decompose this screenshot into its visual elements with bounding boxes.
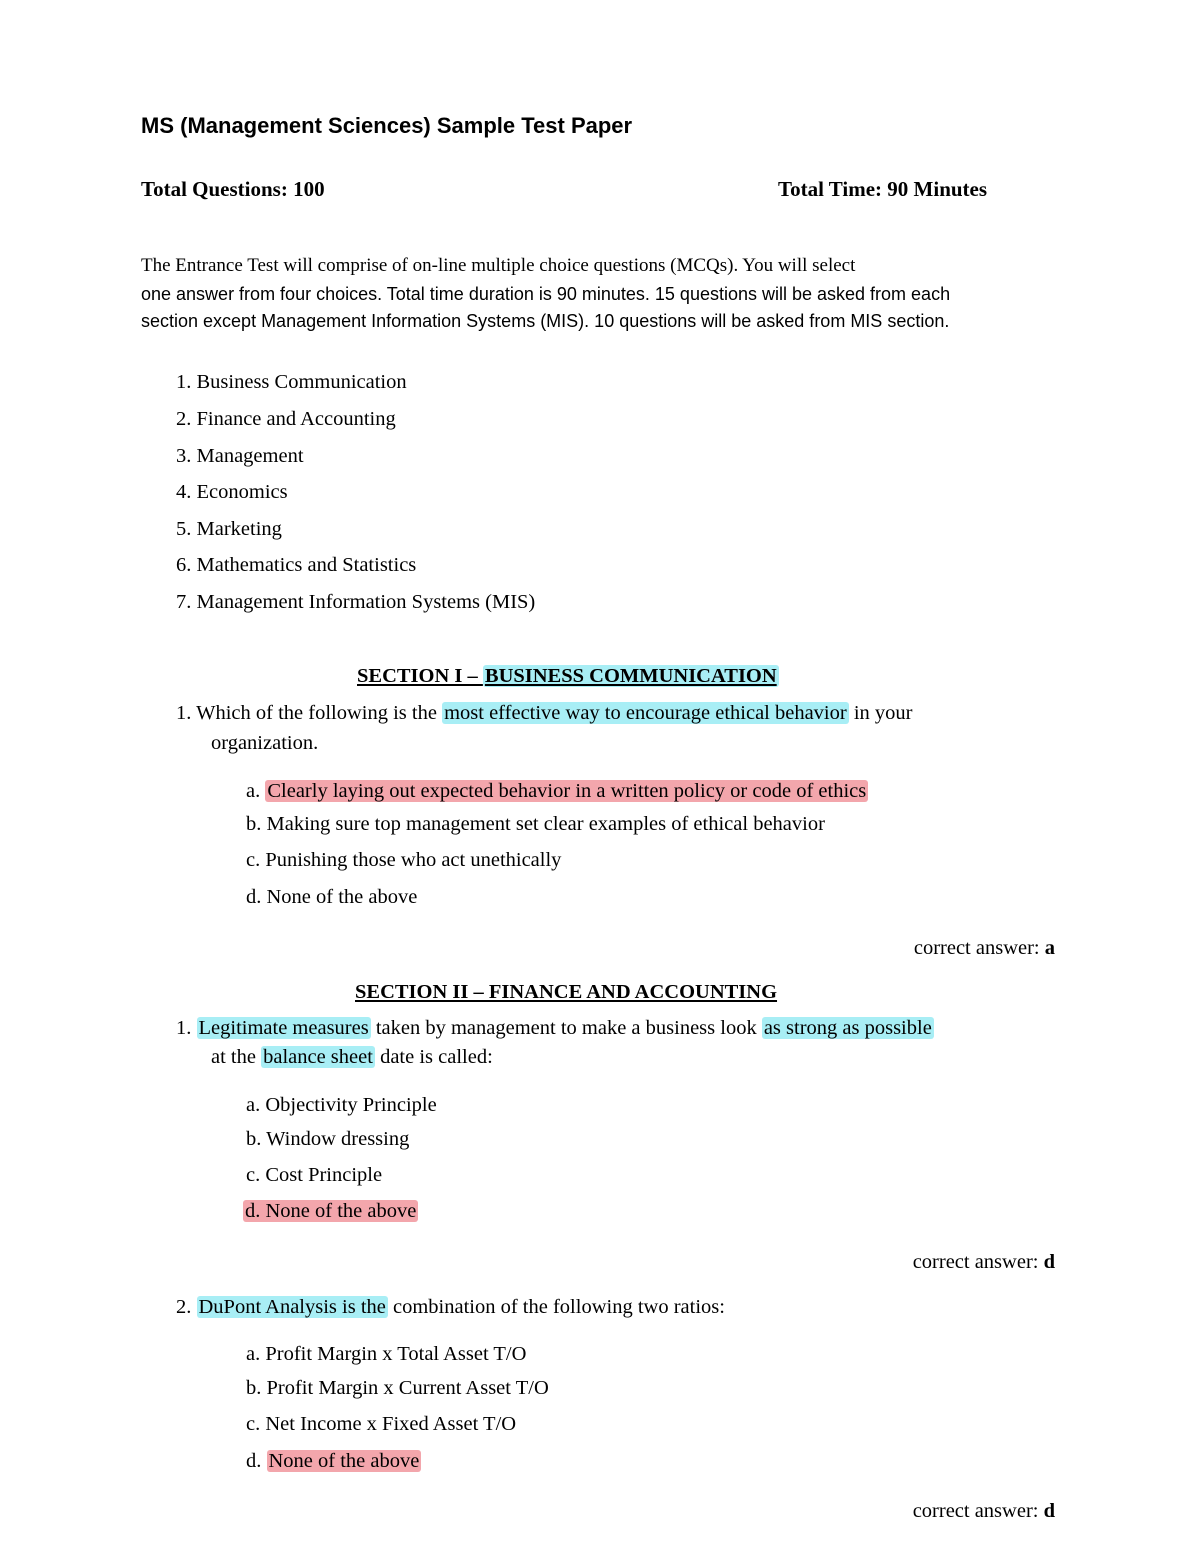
correct-option-highlight: None of the above — [268, 1450, 420, 1472]
s1-q1-correct-answer — [914, 937, 1055, 960]
intro-line-1: The Entrance Test will comprise of on-line multiple choice questions (MCQs). You will select — [141, 255, 856, 276]
intro-line-2: one answer from four choices. Total time duration is 90 minutes. 15 questions will be asked from each — [141, 284, 951, 304]
intro-line-3: section except Management Information Systems (MIS). 10 questions will be asked from MIS section. — [141, 311, 950, 331]
s2-question-1 — [176, 1017, 934, 1040]
s2-question-2 — [176, 1296, 725, 1319]
s2-q1-highlight-1: Legitimate measures — [198, 1017, 369, 1039]
s2-q2-correct-answer — [913, 1500, 1055, 1523]
correct-option-highlight: Clearly laying out expected behavior in a written policy or code of ethics — [267, 780, 867, 802]
s1-q1-text: 1. Which of the following is the — [176, 702, 443, 724]
section-1-heading-highlight: BUSINESS COMMUNICATION — [484, 665, 777, 687]
topic-item: 7. Management Information Systems (MIS) — [176, 591, 536, 613]
s1-q1-option-c: c. Punishing those who act unethically — [246, 849, 562, 871]
s1-q1-line-2: organization. — [211, 732, 319, 754]
s1-q1-option-a — [246, 780, 868, 803]
s2-q1-line2-text: at the — [211, 1046, 262, 1068]
s2-q1-option-c: c. Cost Principle — [246, 1164, 383, 1186]
topic-item: 4. Economics — [176, 481, 288, 503]
s2-q1-correct-answer — [913, 1251, 1055, 1274]
answer-label: correct answer: — [912, 1251, 1044, 1273]
s2-q2-option-a: a. Profit Margin x Total Asset T/O — [246, 1343, 527, 1365]
s2-q1-line-2 — [211, 1046, 493, 1069]
s1-question-1 — [176, 702, 913, 725]
option-letter: d. — [246, 1450, 267, 1472]
s2-q1-num: 1. — [176, 1017, 197, 1039]
s2-q1-option-b: b. Window dressing — [246, 1128, 410, 1150]
s2-q2-text: combination of the following two ratios: — [387, 1296, 725, 1318]
s2-q2-option-d — [246, 1450, 421, 1473]
topic-item: 3. Management — [176, 445, 304, 467]
total-time: Total Time: 90 Minutes — [778, 177, 988, 201]
s2-q2-option-b: b. Profit Margin x Current Asset T/O — [246, 1377, 549, 1399]
s1-q1-text-rest: in your — [848, 702, 913, 724]
s2-q1-option-a: a. Objectivity Principle — [246, 1094, 437, 1116]
page-title: MS (Management Sciences) Sample Test Paper — [141, 113, 633, 138]
answer-value: a — [1044, 937, 1055, 959]
s2-q1-line2-rest: date is called: — [374, 1046, 493, 1068]
answer-value: d — [1043, 1251, 1055, 1273]
answer-label: correct answer: — [913, 937, 1045, 959]
topic-item: 1. Business Communication — [176, 371, 407, 393]
topic-item: 6. Mathematics and Statistics — [176, 554, 417, 576]
s1-q1-highlight: most effective way to encourage ethical behavior — [444, 702, 847, 724]
s2-q1-text: taken by management to make a business look — [370, 1017, 762, 1039]
section-1-heading-prefix: SECTION I – — [357, 665, 483, 687]
s2-q2-num: 2. — [176, 1296, 197, 1318]
topic-item: 5. Marketing — [176, 518, 282, 540]
s2-q1-highlight-2: as strong as possible — [763, 1017, 932, 1039]
s2-q1-highlight-3: balance sheet — [263, 1046, 373, 1068]
answer-label: correct answer: — [912, 1500, 1044, 1522]
s2-q1-option-d — [243, 1200, 418, 1223]
s2-q2-option-c: c. Net Income x Fixed Asset T/O — [246, 1413, 517, 1435]
s1-q1-option-d: d. None of the above — [246, 886, 418, 908]
section-2-heading: SECTION II – FINANCE AND ACCOUNTING — [355, 981, 778, 1003]
correct-option-highlight: d. None of the above — [245, 1200, 417, 1222]
option-letter: a. — [246, 780, 266, 802]
total-questions: Total Questions: 100 — [141, 177, 325, 201]
section-1-heading — [357, 665, 779, 688]
answer-value: d — [1043, 1500, 1055, 1522]
s2-q2-highlight: DuPont Analysis is the — [198, 1296, 386, 1318]
s1-q1-option-b: b. Making sure top management set clear examples of ethical behavior — [246, 813, 825, 835]
topic-item: 2. Finance and Accounting — [176, 408, 396, 430]
